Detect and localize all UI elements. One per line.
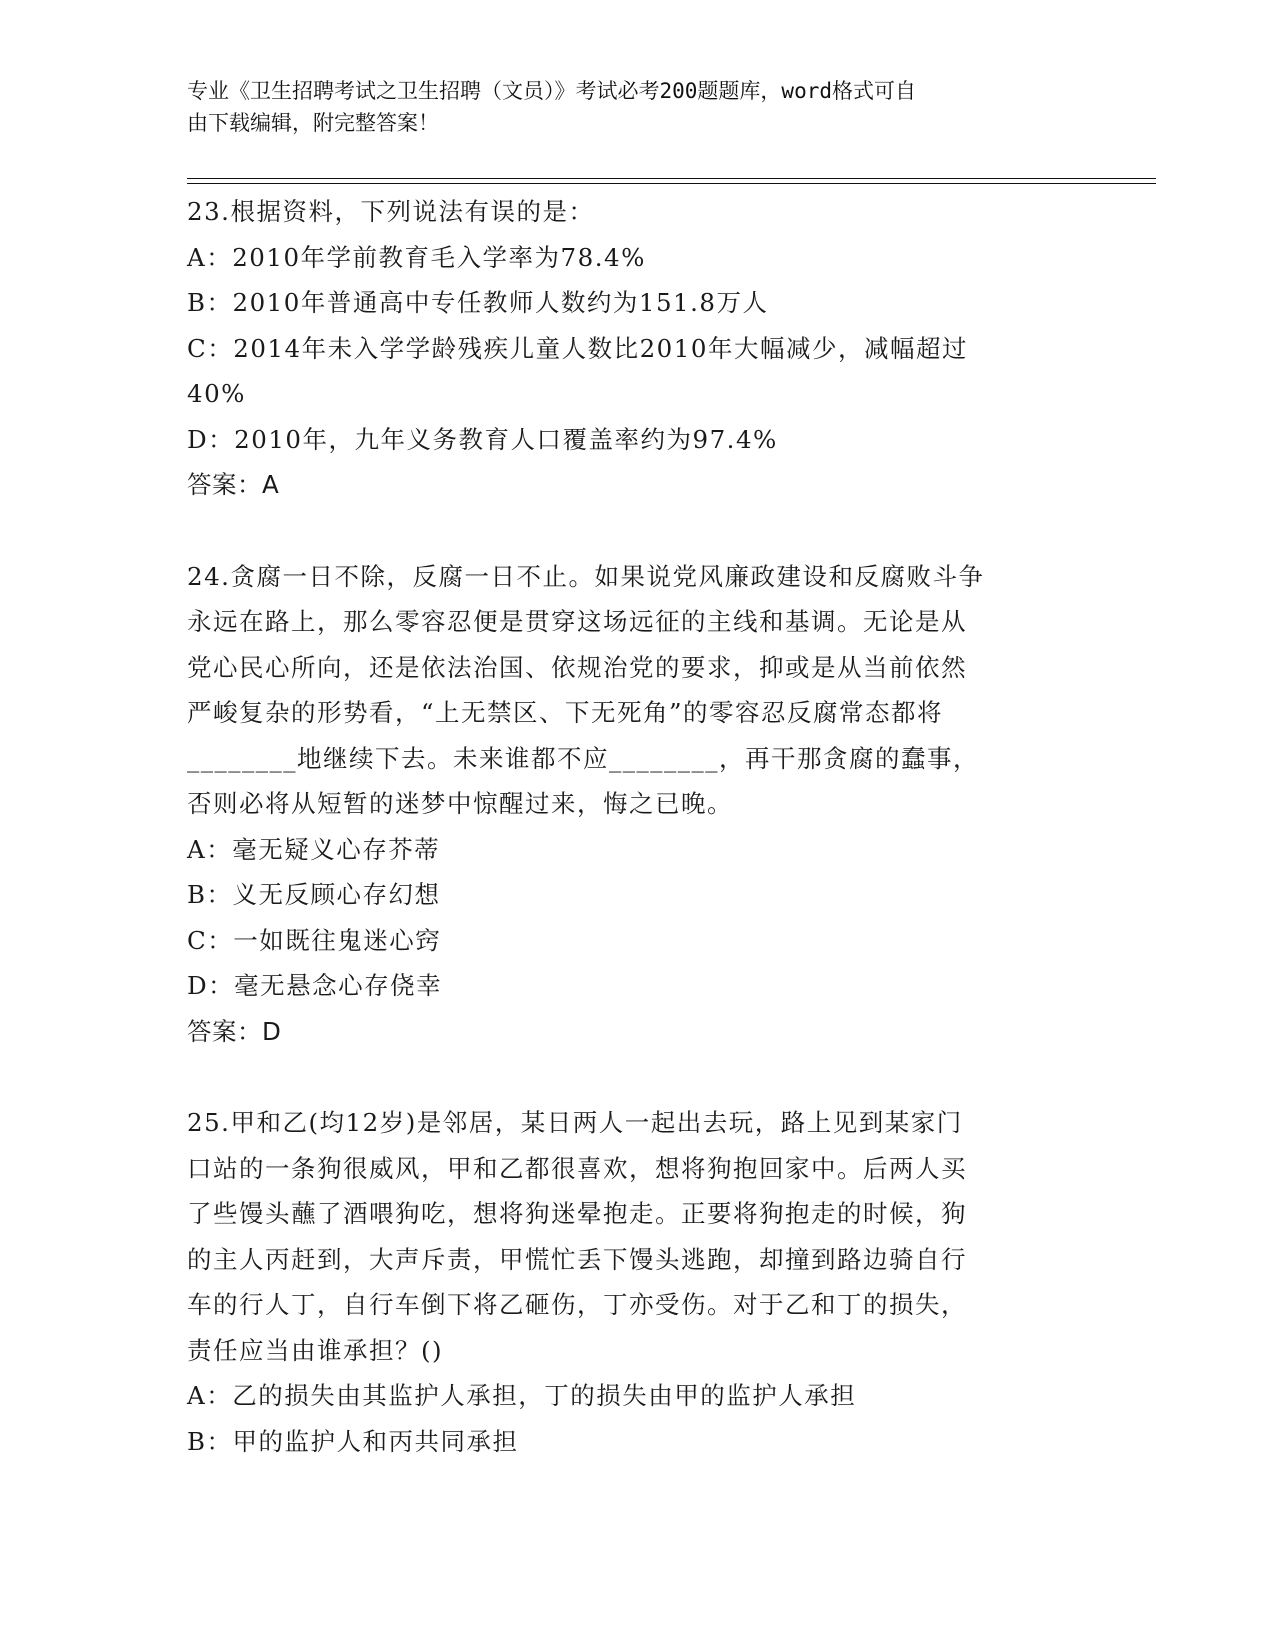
- option-d: D：2010年，九年义务教育人口覆盖率约为97.4%: [187, 424, 778, 454]
- option-b: B：甲的监护人和丙共同承担: [187, 1426, 519, 1456]
- header-line-1: 专业《卫生招聘考试之卫生招聘（文员）》考试必考200题题库，word格式可自: [187, 79, 916, 103]
- question-23: [187, 189, 1087, 508]
- header-line-2: 由下载编辑，附完整答案！: [187, 111, 439, 135]
- option-c: C：一如既往鬼迷心窍: [187, 925, 442, 955]
- option-a: A：乙的损失由其监护人承担，丁的损失由甲的监护人承担: [187, 1381, 857, 1410]
- header-divider-top: [187, 178, 1156, 179]
- question-stem-line: 党心民心所向，还是依法治国、依规治党的要求，抑或是从当前依然: [187, 652, 967, 682]
- question-stem-line: 永远在路上，那么零容忍便是贯穿这场远征的主线和基调。无论是从: [187, 607, 967, 636]
- question-stem-line: 口站的一条狗很威风，甲和乙都很喜欢，想将狗抱回家中。后两人买: [187, 1153, 967, 1183]
- option-d: D：毫无悬念心存侥幸: [187, 971, 443, 1000]
- document-header: [187, 75, 1067, 139]
- answer-text: 答案：A: [187, 470, 280, 499]
- question-stem-line: ________地继续下去。未来谁都不应________，再干那贪腐的蠢事，: [187, 743, 979, 773]
- spacer: [187, 1054, 1087, 1100]
- answer-text: 答案：D: [187, 1016, 282, 1046]
- question-stem-line: 23.根据资料，下列说法有误的是：: [187, 197, 595, 226]
- option-c-continued: 40%: [187, 379, 246, 408]
- header-divider-bottom: [187, 183, 1156, 184]
- option-a: A：2010年学前教育毛入学率为78.4%: [187, 242, 646, 272]
- question-stem-line: 了些馒头蘸了酒喂狗吃，想将狗迷晕抱走。正要将狗抱走的时候，狗: [187, 1199, 967, 1228]
- option-b: B：义无反顾心存幻想: [187, 880, 441, 909]
- question-stem-line: 24.贪腐一日不除，反腐一日不止。如果说党风廉政建设和反腐败斗争: [187, 561, 985, 591]
- option-a: A：毫无疑义心存芥蒂: [187, 834, 441, 864]
- question-list: [187, 189, 1087, 1464]
- option-c: C：2014年未入学学龄残疾儿童人数比2010年大幅减少，减幅超过: [187, 333, 968, 363]
- question-stem-line: 否则必将从短暂的迷梦中惊醒过来，悔之已晚。: [187, 789, 733, 818]
- question-stem-line: 责任应当由谁承担？(): [187, 1335, 444, 1365]
- question-stem-line: 严峻复杂的形势看，“上无禁区、下无死角”的零容忍反腐常态都将: [187, 698, 944, 727]
- option-b: B：2010年普通高中专任教师人数约为151.8万人: [187, 288, 769, 317]
- question-stem-line: 25.甲和乙(均12岁)是邻居，某日两人一起出去玩，路上见到某家门: [187, 1108, 963, 1137]
- question-stem-line: 的主人丙赶到，大声斥责，甲慌忙丢下馒头逃跑，却撞到路边骑自行: [187, 1244, 967, 1274]
- spacer: [187, 508, 1087, 554]
- question-25: [187, 1100, 1087, 1464]
- question-24: [187, 554, 1087, 1055]
- question-stem-line: 车的行人丁，自行车倒下将乙砸伤，丁亦受伤。对于乙和丁的损失，: [187, 1290, 967, 1319]
